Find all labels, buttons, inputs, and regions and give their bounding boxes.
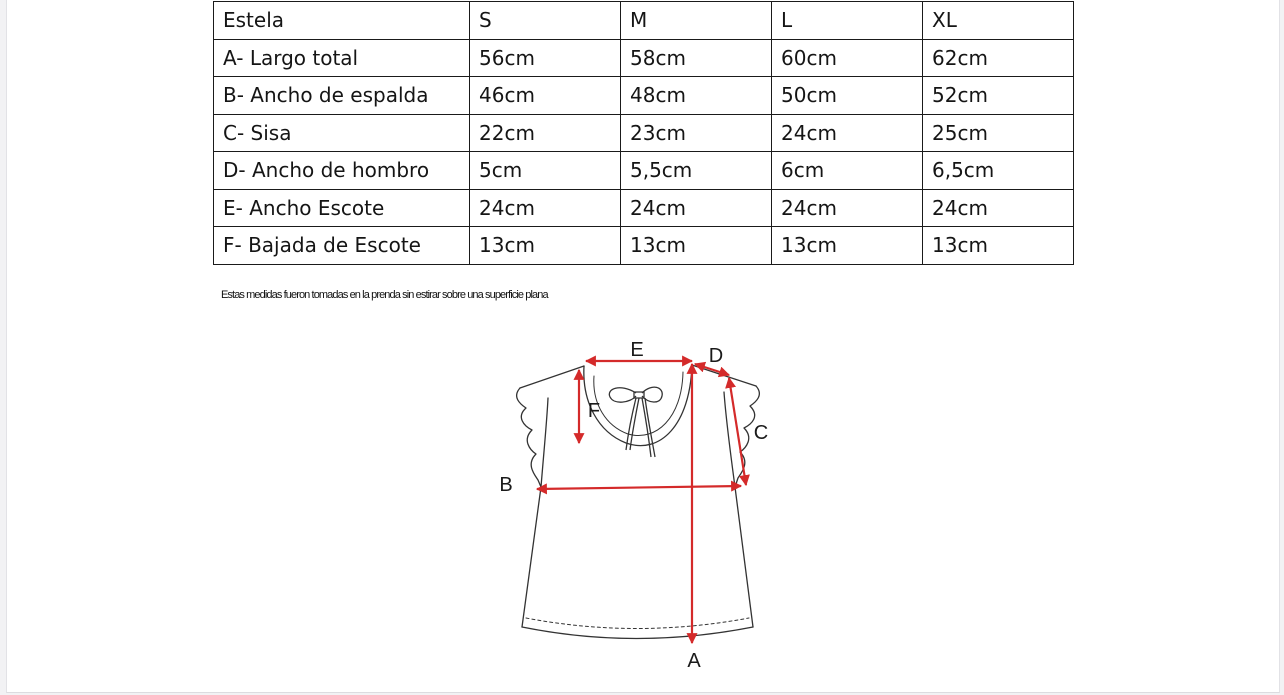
left-body-side (522, 487, 541, 627)
table-cell: 62cm (923, 39, 1074, 77)
table-cell: 13cm (470, 227, 621, 265)
table-cell: 24cm (470, 189, 621, 227)
right-shoulder-seam (692, 365, 756, 386)
table-cell: 23cm (621, 114, 772, 152)
table-cell: E- Ancho Escote (214, 189, 470, 227)
table-header-cell: S (470, 2, 621, 40)
table-cell: 5,5cm (621, 152, 772, 190)
table-cell: 24cm (923, 189, 1074, 227)
label-f: F (587, 400, 601, 422)
table-header-cell: M (621, 2, 772, 40)
label-d: D (708, 345, 724, 367)
table-cell: 24cm (621, 189, 772, 227)
table-cell: 24cm (772, 114, 923, 152)
table-cell: 48cm (621, 77, 772, 115)
table-cell: 24cm (772, 189, 923, 227)
table-cell: 50cm (772, 77, 923, 115)
table-cell: 46cm (470, 77, 621, 115)
hem-stitch (526, 618, 749, 629)
hem-line (522, 627, 753, 639)
left-shoulder-seam (520, 366, 584, 388)
table-cell: F- Bajada de Escote (214, 227, 470, 265)
table-cell: 13cm (772, 227, 923, 265)
right-body-side (735, 487, 753, 627)
label-c: C (753, 422, 769, 444)
table-cell: 13cm (923, 227, 1074, 265)
bow-left-loop (609, 388, 636, 402)
left-armhole-line (541, 398, 548, 487)
table-cell: 6,5cm (923, 152, 1074, 190)
measure-line-b (537, 486, 741, 489)
table-cell: C- Sisa (214, 114, 470, 152)
measure-line-c (729, 378, 746, 485)
table-cell: 58cm (621, 39, 772, 77)
table-header-cell: Estela (214, 2, 470, 40)
table-cell: 22cm (470, 114, 621, 152)
label-a: A (687, 650, 701, 672)
measurement-note: Estas medidas fueron tomadas en la prenda sin estirar sobre una superficie plana (221, 289, 548, 301)
table-cell: 25cm (923, 114, 1074, 152)
measurement-lines (537, 361, 746, 643)
table-cell: B- Ancho de espalda (214, 77, 470, 115)
table-cell: 60cm (772, 39, 923, 77)
table-cell: A- Largo total (214, 39, 470, 77)
table-cell: 56cm (470, 39, 621, 77)
tie-bow-icon (609, 387, 662, 457)
table-cell: D- Ancho de hombro (214, 152, 470, 190)
label-e: E (630, 339, 644, 361)
left-ruffle-sleeve (517, 388, 541, 487)
table-cell: 13cm (621, 227, 772, 265)
label-b: B (499, 474, 513, 496)
table-cell: 6cm (772, 152, 923, 190)
table-header-cell: XL (923, 2, 1074, 40)
table-cell: 5cm (470, 152, 621, 190)
table-cell: 52cm (923, 77, 1074, 115)
table-header-cell: L (772, 2, 923, 40)
